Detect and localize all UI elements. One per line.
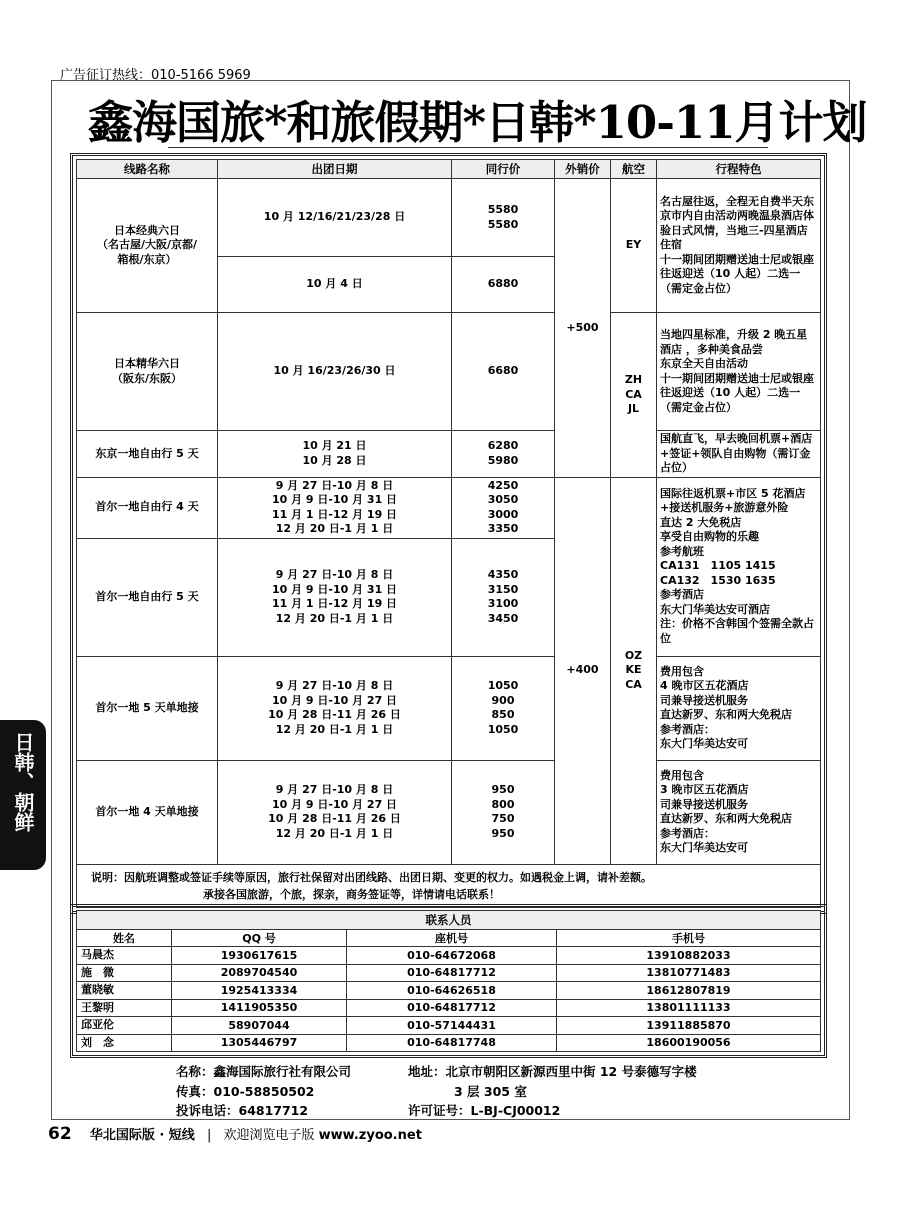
- route-name: 首尔一地自由行 4 天: [77, 477, 218, 538]
- contact-qq: 1925413334: [172, 982, 347, 1000]
- route-name: 东京一地自由行 5 天: [77, 431, 218, 478]
- table-row: [77, 313, 821, 431]
- contact-qq: 1305446797: [172, 1034, 347, 1052]
- col-header: 姓名: [77, 930, 172, 947]
- peer-price: 6880: [452, 257, 555, 313]
- route-name: 首尔一地自由行 5 天: [77, 538, 218, 656]
- contact-name: 施 微: [77, 964, 172, 982]
- peer-price: 4350 3150 3100 3450: [452, 538, 555, 656]
- depart-dates: 9 月 27 日-10 月 8 日 10 月 9 日-10 月 31 日 11 月 1 日-12 月 19 日 12 月 20 日-1 月 1 日: [218, 477, 452, 538]
- contact-name: 王黎明: [77, 999, 172, 1017]
- contact-row: [77, 1034, 821, 1052]
- retail-markup: +500: [555, 179, 611, 478]
- depart-dates: 9 月 27 日-10 月 8 日 10 月 9 日-10 月 27 日 10 月 28 日-11 月 26 日 12 月 20 日-1 月 1 日: [218, 760, 452, 864]
- airline-code: OZ KE CA: [611, 477, 657, 864]
- contacts-table: [76, 910, 821, 1052]
- airline-code: ZH CA JL: [611, 313, 657, 478]
- contact-row: [77, 1017, 821, 1035]
- peer-price: 5580 5580: [452, 179, 555, 257]
- retail-markup: +400: [555, 477, 611, 864]
- col-header: 同行价: [452, 160, 555, 179]
- company-address: 地址：北京市朝阳区新源西里中街 12 号泰德写字楼: [408, 1064, 697, 1079]
- table-row: [77, 760, 821, 864]
- contact-mobile: 13910882033: [557, 947, 821, 965]
- table-row: [77, 431, 821, 478]
- page-footer: [48, 1124, 422, 1144]
- side-tab-text: 日韩、朝鲜: [11, 732, 35, 832]
- col-header: 座机号: [347, 930, 557, 947]
- title-underline: [168, 147, 768, 148]
- contact-name: 马晨杰: [77, 947, 172, 965]
- page-title: 鑫海国旅*和旅假期*日韩*10-11月计划: [88, 96, 867, 149]
- depart-dates: 10 月 21 日 10 月 28 日: [218, 431, 452, 478]
- route-name: 日本精华六日 （阪东/东阪）: [77, 313, 218, 431]
- depart-dates: 9 月 27 日-10 月 8 日 10 月 9 日-10 月 31 日 11 月 1 日-12 月 19 日 12 月 20 日-1 月 1 日: [218, 538, 452, 656]
- itinerary-table: [76, 159, 821, 908]
- ad-hotline: 广告征订热线：010-5166 5969: [60, 68, 251, 83]
- peer-price: 950 800 750 950: [452, 760, 555, 864]
- contact-mobile: 18600190056: [557, 1034, 821, 1052]
- contacts-header-row: [77, 930, 821, 947]
- peer-price: 6280 5980: [452, 431, 555, 478]
- peer-price: 1050 900 850 1050: [452, 656, 555, 760]
- col-header: 手机号: [557, 930, 821, 947]
- depart-dates: 10 月 12/16/21/23/28 日: [218, 179, 452, 257]
- note-line: 说明：因航班调整或签证手续等原因，旅行社保留对出团线路、出团日期、变更的权力。如遇税金上调，请补差额。: [91, 870, 652, 884]
- contacts-heading-row: [77, 911, 821, 930]
- note-line: 承接各国旅游，个旅，探亲，商务签证等，详情请电话联系！: [203, 887, 500, 901]
- col-header: 外销价: [555, 160, 611, 179]
- contact-name: 刘 念: [77, 1034, 172, 1052]
- peer-price: 6680: [452, 313, 555, 431]
- depart-dates: 9 月 27 日-10 月 8 日 10 月 9 日-10 月 27 日 10 月 28 日-11 月 26 日 12 月 20 日-1 月 1 日: [218, 656, 452, 760]
- company-address-2: 3 层 305 室: [454, 1083, 527, 1099]
- contacts-table-box: [70, 904, 827, 1058]
- table-note: [77, 864, 821, 907]
- contact-row: [77, 999, 821, 1017]
- contacts-body: [77, 947, 821, 1052]
- company-fax: 传真：010-58850502: [176, 1083, 315, 1099]
- section-side-tab: [0, 720, 46, 870]
- contact-landline: 010-64817748: [347, 1034, 557, 1052]
- contacts-heading: 联系人员: [77, 911, 821, 930]
- welcome-text: 欢迎浏览电子版: [223, 1128, 315, 1143]
- route-features: 费用包含 4 晚市区五花酒店 司兼导接送机服务 直达新罗、东和两大免税店 参考酒店： 东大门华美达安可: [657, 656, 821, 760]
- contact-name: 董晓敏: [77, 982, 172, 1000]
- route-features: 国航直飞，早去晚回机票+酒店+签证+领队自由购物（需订金占位）: [657, 431, 821, 478]
- contact-landline: 010-64626518: [347, 982, 557, 1000]
- col-header: QQ 号: [172, 930, 347, 947]
- contact-landline: 010-64672068: [347, 947, 557, 965]
- col-header: 出团日期: [218, 160, 452, 179]
- depart-dates: 10 月 4 日: [218, 257, 452, 313]
- contact-landline: 010-64817712: [347, 964, 557, 982]
- route-name: 首尔一地 4 天单地接: [77, 760, 218, 864]
- company-info: [176, 1062, 697, 1121]
- company-name: 名称：鑫海国际旅行社有限公司: [176, 1064, 352, 1079]
- route-features: 费用包含 3 晚市区五花酒店 司兼导接送机服务 直达新罗、东和两大免税店 参考酒店： 东大门华美达安可: [657, 760, 821, 864]
- contact-qq: 1930617615: [172, 947, 347, 965]
- contact-mobile: 18612807819: [557, 982, 821, 1000]
- contact-mobile: 13911885870: [557, 1017, 821, 1035]
- table-row: [77, 179, 821, 257]
- site-link[interactable]: www.zyoo.net: [318, 1128, 422, 1143]
- contact-qq: 58907044: [172, 1017, 347, 1035]
- col-header: 行程特色: [657, 160, 821, 179]
- section-name: 华北国际版 · 短线: [89, 1128, 195, 1143]
- contact-mobile: 13801111133: [557, 999, 821, 1017]
- contact-qq: 2089704540: [172, 964, 347, 982]
- footer-divider: |: [206, 1128, 212, 1143]
- airline-code: EY: [611, 179, 657, 313]
- contact-row: [77, 947, 821, 965]
- route-features: 名古屋往返，全程无自费半天东京市内自由活动两晚温泉酒店体验日式风情，当地三-四星酒店住宿 十一期间团期赠送迪士尼或银座往返迎送（10 人起）二选一（需定金占位）: [657, 179, 821, 313]
- license-number: 许可证号：L-BJ-CJ00012: [408, 1103, 561, 1118]
- note-row: [77, 864, 821, 907]
- contact-row: [77, 964, 821, 982]
- col-header: 线路名称: [77, 160, 218, 179]
- route-features: 当地四星标准，升级 2 晚五星酒店 ，多种美食品尝 东京全天自由活动 十一期间团期赠送迪士尼或银座往返迎送（10 人起）二选一（需定金占位）: [657, 313, 821, 431]
- col-header: 航空: [611, 160, 657, 179]
- contact-landline: 010-57144431: [347, 1017, 557, 1035]
- table-row: [77, 477, 821, 538]
- route-name: 首尔一地 5 天单地接: [77, 656, 218, 760]
- contact-name: 邱亚伦: [77, 1017, 172, 1035]
- table-row: [77, 656, 821, 760]
- table-header-row: [77, 160, 821, 179]
- depart-dates: 10 月 16/23/26/30 日: [218, 313, 452, 431]
- complaint-phone: 投诉电话：64817712: [176, 1103, 309, 1118]
- page-number: 62: [48, 1124, 72, 1144]
- contact-mobile: 13810771483: [557, 964, 821, 982]
- contact-landline: 010-64817712: [347, 999, 557, 1017]
- peer-price: 4250 3050 3000 3350: [452, 477, 555, 538]
- contact-row: [77, 982, 821, 1000]
- route-name: 日本经典六日 （名古屋/大阪/京都/ 箱根/东京）: [77, 179, 218, 313]
- itinerary-table-box: [70, 153, 827, 914]
- contact-qq: 1411905350: [172, 999, 347, 1017]
- route-features: 国际往返机票+市区 5 花酒店+接送机服务+旅游意外险 直达 2 大免税店 享受自由购物的乐趣 参考航班 CA131 1105 1415 CA132 1530 1635 参考酒店 东大门华美达安可酒店 注：价格不含韩国个签需全款占位: [657, 477, 821, 656]
